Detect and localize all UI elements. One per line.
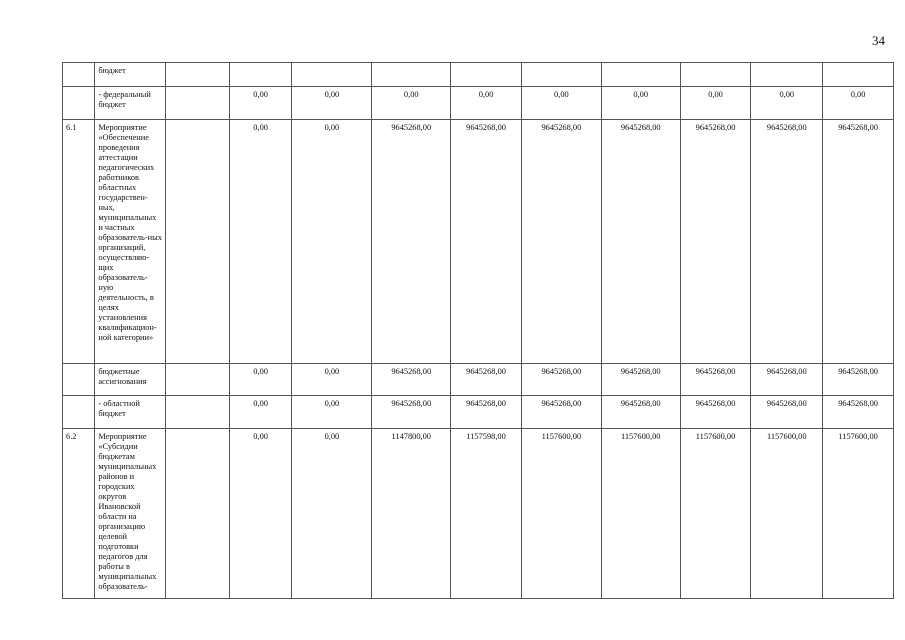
amount-cell: 1157600,00	[680, 429, 751, 599]
amount-cell: 1157600,00	[751, 429, 823, 599]
amount-cell: 9645268,00	[372, 364, 451, 396]
amount-cell	[451, 63, 522, 87]
amount-cell	[751, 63, 823, 87]
amount-cell: 0,00	[229, 87, 292, 120]
amount-cell: 0,00	[601, 87, 680, 120]
amount-cell: 9645268,00	[823, 364, 894, 396]
table-row	[63, 120, 894, 364]
row-index-cell	[63, 63, 95, 87]
amount-cell	[229, 63, 292, 87]
page-number: 34	[872, 33, 885, 48]
amount-cell: 0,00	[680, 87, 751, 120]
amount-cell	[601, 63, 680, 87]
empty-cell	[166, 120, 230, 364]
amount-cell	[372, 63, 451, 87]
table-row	[63, 429, 894, 599]
empty-cell	[166, 63, 230, 87]
amount-cell	[521, 63, 601, 87]
amount-cell: 9645268,00	[521, 364, 601, 396]
amount-cell: 9645268,00	[372, 120, 451, 364]
amount-cell: 0,00	[292, 120, 372, 364]
amount-cell: 0,00	[451, 87, 522, 120]
budget-table	[62, 62, 894, 599]
amount-cell: 0,00	[229, 120, 292, 364]
table-row	[63, 364, 894, 396]
amount-cell: 9645268,00	[372, 396, 451, 429]
amount-cell: 9645268,00	[451, 396, 522, 429]
amount-cell: 9645268,00	[601, 364, 680, 396]
amount-cell: 9645268,00	[521, 120, 601, 364]
row-index-cell	[63, 364, 95, 396]
amount-cell: 9645268,00	[751, 396, 823, 429]
amount-cell: 9645268,00	[601, 120, 680, 364]
amount-cell: 9645268,00	[680, 120, 751, 364]
amount-cell: 0,00	[292, 87, 372, 120]
description-cell: Мероприятие «Обеспечение проведения аттестации педагогических работников областных государствен-ных, муниципальных и частных образователь-ных организаций, осуществляю-щих образователь-ную деятельность, в целях установления квалификацион-ной категории»	[95, 120, 166, 364]
amount-cell	[680, 63, 751, 87]
amount-cell: 9645268,00	[823, 396, 894, 429]
description-cell: бюджетные ассигнования	[95, 364, 166, 396]
amount-cell: 0,00	[372, 87, 451, 120]
row-index-cell	[63, 396, 95, 429]
amount-cell: 0,00	[292, 364, 372, 396]
amount-cell: 9645268,00	[451, 120, 522, 364]
amount-cell: 1157598,00	[451, 429, 522, 599]
amount-cell: 1157600,00	[601, 429, 680, 599]
amount-cell: 0,00	[229, 396, 292, 429]
empty-cell	[166, 429, 230, 599]
description-cell: - федеральный бюджет	[95, 87, 166, 120]
amount-cell: 0,00	[521, 87, 601, 120]
empty-cell	[166, 396, 230, 429]
description-cell: бюджет	[95, 63, 166, 87]
amount-cell: 9645268,00	[823, 120, 894, 364]
amount-cell: 9645268,00	[451, 364, 522, 396]
table-row	[63, 87, 894, 120]
row-index-cell: 6.1	[63, 120, 95, 364]
amount-cell: 9645268,00	[680, 364, 751, 396]
amount-cell: 9645268,00	[751, 120, 823, 364]
amount-cell: 0,00	[823, 87, 894, 120]
amount-cell: 9645268,00	[751, 364, 823, 396]
table-row	[63, 63, 894, 87]
amount-cell	[292, 63, 372, 87]
empty-cell	[166, 87, 230, 120]
amount-cell: 1157600,00	[521, 429, 601, 599]
amount-cell: 9645268,00	[680, 396, 751, 429]
amount-cell: 0,00	[751, 87, 823, 120]
description-cell: - областной бюджет	[95, 396, 166, 429]
table-row	[63, 396, 894, 429]
amount-cell: 1147800,00	[372, 429, 451, 599]
amount-cell: 9645268,00	[521, 396, 601, 429]
row-index-cell	[63, 87, 95, 120]
amount-cell: 0,00	[292, 429, 372, 599]
amount-cell: 0,00	[229, 429, 292, 599]
amount-cell	[823, 63, 894, 87]
amount-cell: 9645268,00	[601, 396, 680, 429]
amount-cell: 1157600,00	[823, 429, 894, 599]
amount-cell: 0,00	[229, 364, 292, 396]
empty-cell	[166, 364, 230, 396]
row-index-cell: 6.2	[63, 429, 95, 599]
description-cell: Мероприятие «Субсидии бюджетам муниципальных районов и городских округов Ивановской области на организацию целевой подготовки педагогов для работы в муниципальных образователь-	[95, 429, 166, 599]
amount-cell: 0,00	[292, 396, 372, 429]
